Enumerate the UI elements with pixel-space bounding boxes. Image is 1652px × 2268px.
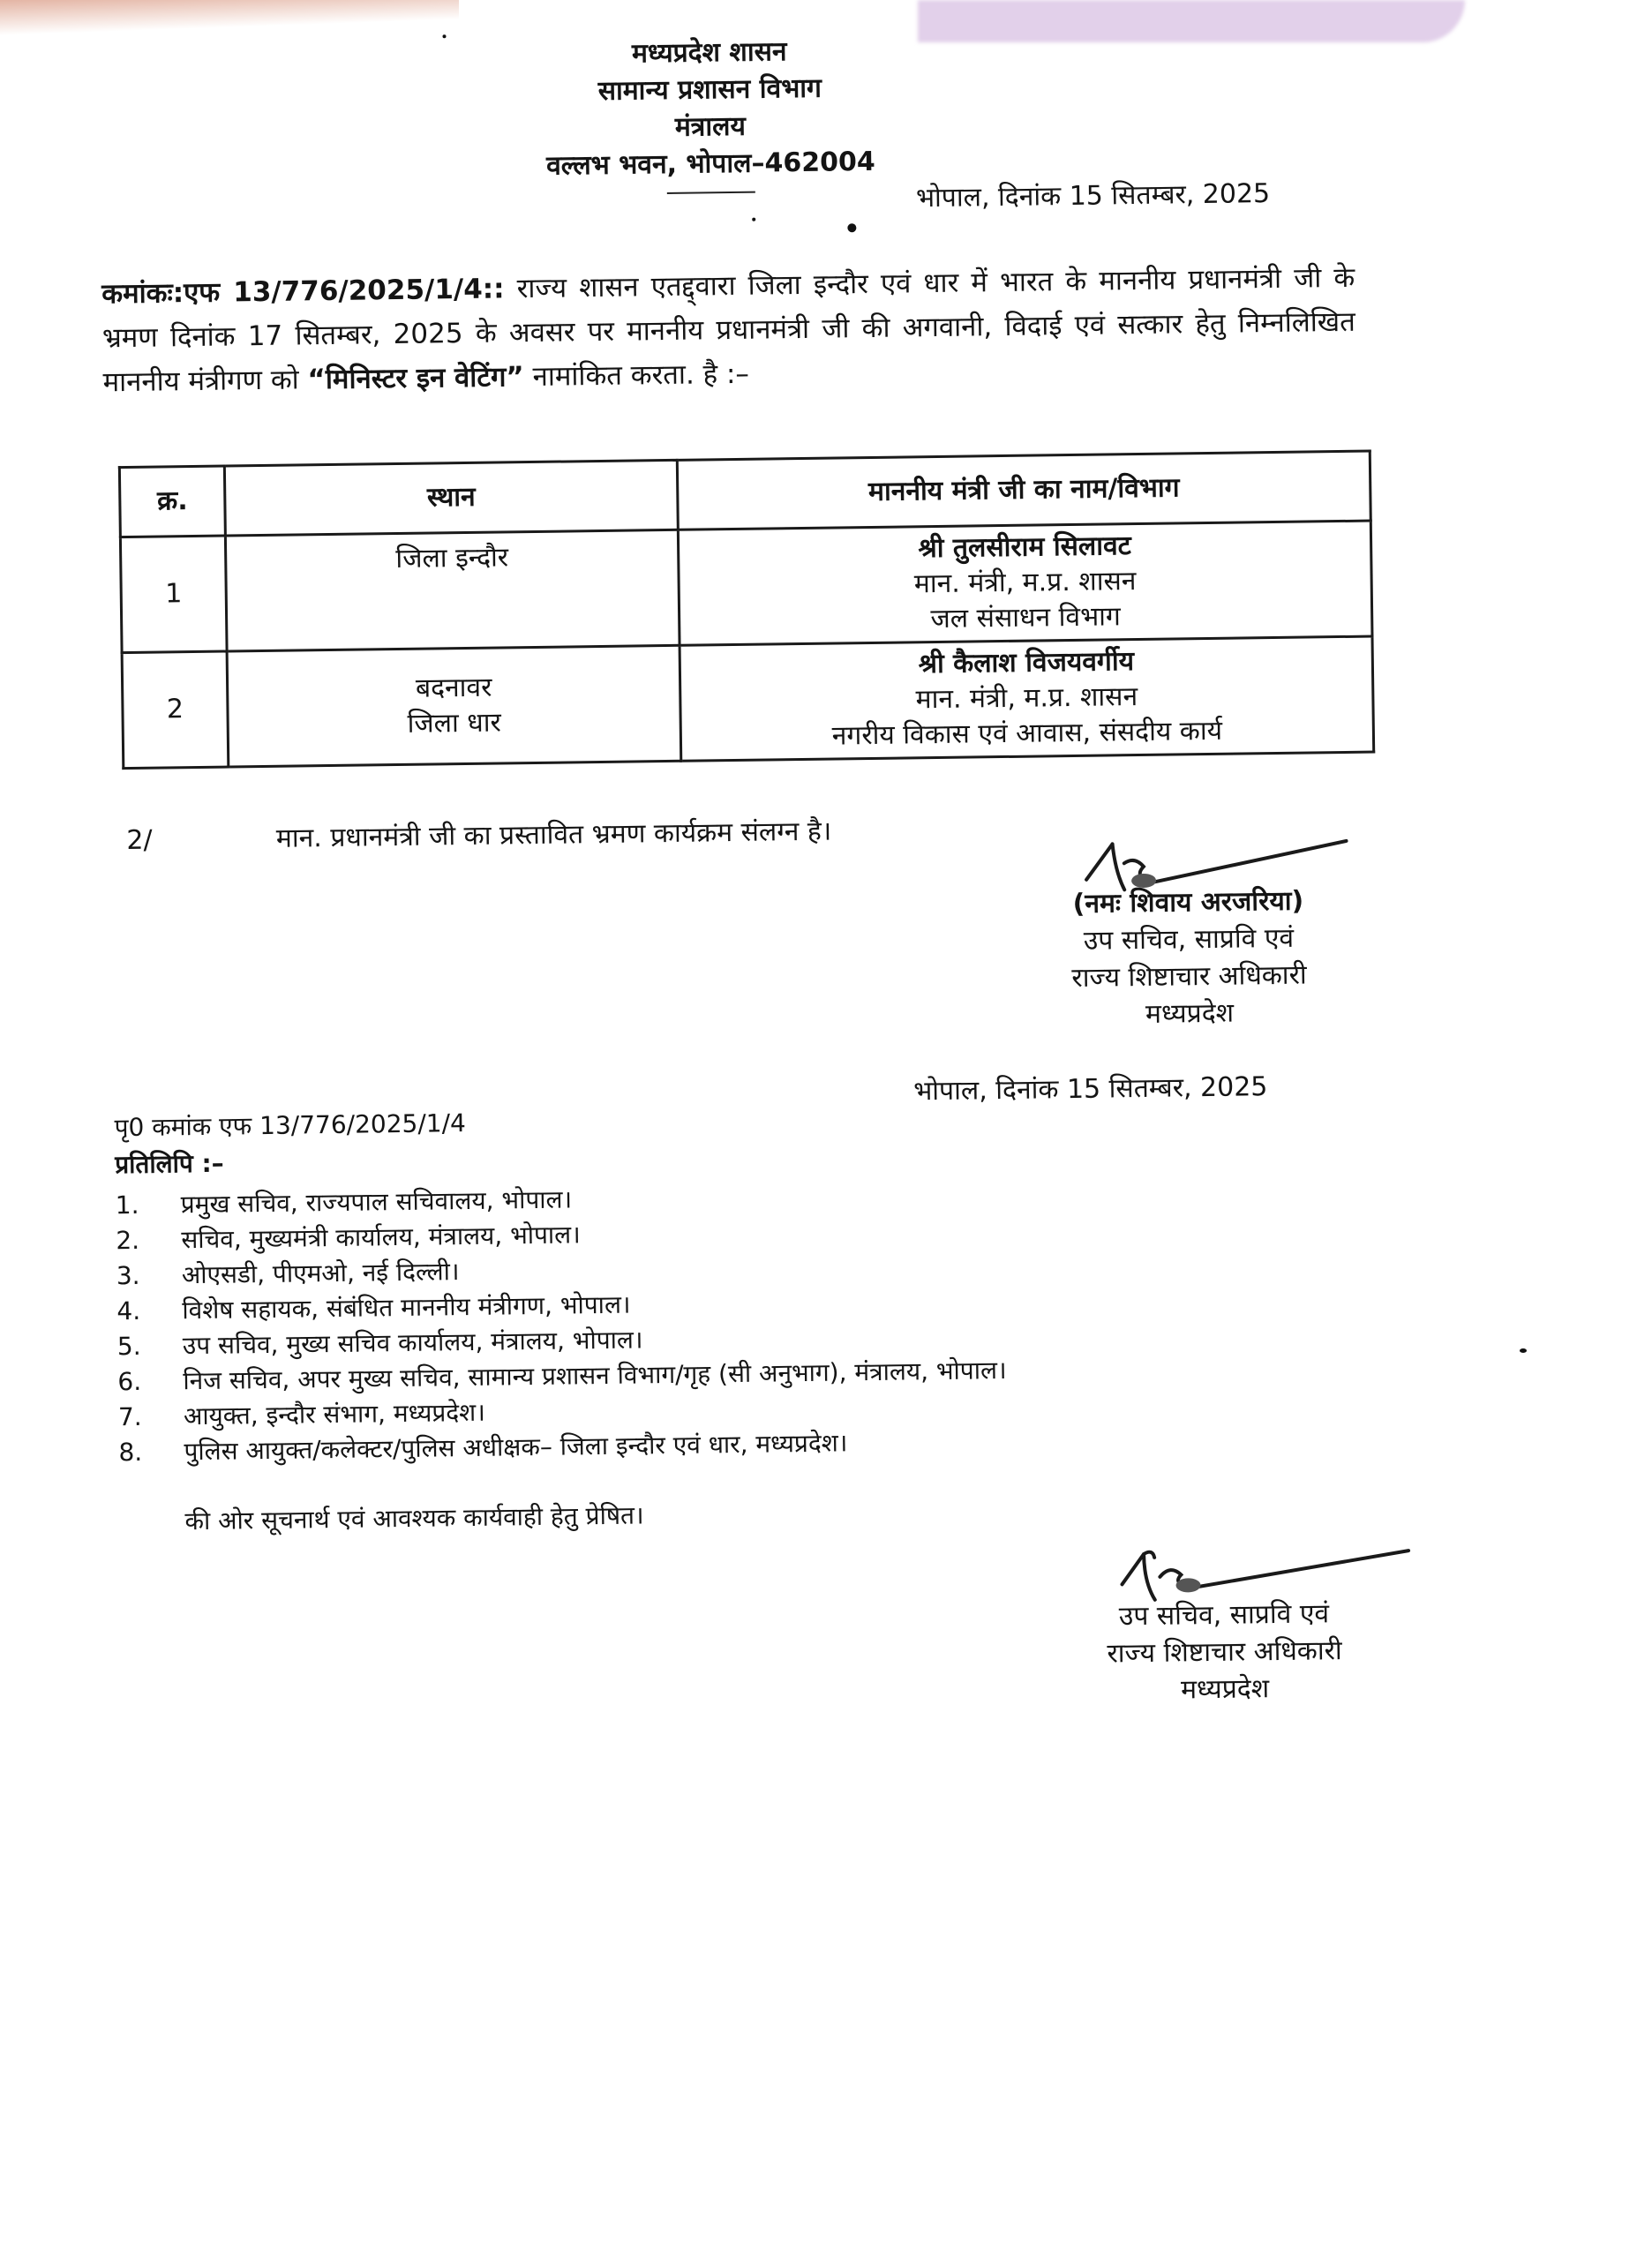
list-item-text: प्रमुख सचिव, राज्यपाल सचिवालय, भोपाल।	[180, 1184, 573, 1220]
list-item-text: ओएसडी, पीएमओ, नई दिल्ली।	[181, 1257, 460, 1290]
list-item-text: सचिव, मुख्यमंत्री कार्यालय, मंत्रालय, भोपाल।	[181, 1220, 581, 1255]
cell-place	[225, 529, 680, 651]
list-item-text: आयुक्त, इन्दौर संभाग, मध्यप्रदेश।	[183, 1397, 486, 1431]
header-place: स्थान	[224, 460, 678, 536]
place-line: बदनावर	[415, 672, 492, 704]
minister-name: श्री तुलसीराम सिलावट	[918, 530, 1132, 565]
cell-minister	[680, 636, 1374, 761]
cell-serial: 2	[122, 651, 229, 769]
minister-name: श्री कैलाश विजयवर्गीय	[918, 646, 1135, 680]
table-row	[120, 521, 1372, 653]
place-line: जिला इन्दौर	[395, 542, 509, 575]
minister-department: नगरीय विकास एवं आवास, संसदीय कार्य	[831, 715, 1223, 752]
copy-footer-note: की ओर सूचनार्थ एवं आवश्यक कार्यवाही हेतु प्रेषित।	[184, 1500, 644, 1536]
table-row	[122, 636, 1374, 769]
letterhead-address: वल्लभ भवन, भोपाल–462004	[545, 146, 875, 182]
scan-speck	[442, 34, 446, 38]
minister-in-waiting-designation: “मिनिस्टर इन वेटिंग”	[307, 361, 524, 396]
copy-reference-number: पृ0 कमांक एफ 13/776/2025/1/4	[114, 1108, 467, 1143]
list-item-text: निज सचिव, अपर मुख्य सचिव, सामान्य प्रशासन विभाग/गृह (सी अनुभाग), मंत्रालय, भोपाल।	[183, 1356, 1007, 1396]
point-two-number: 2/	[126, 824, 153, 857]
list-item-index: 3.	[116, 1260, 140, 1291]
list-item-index: 4.	[116, 1295, 141, 1326]
order-body-closing: नामांकित करता. है :–	[532, 357, 750, 393]
minister-title: मान. मंत्री, म.प्र. शासन	[913, 566, 1137, 600]
list-item-text: उप सचिव, मुख्य सचिव कार्यालय, मंत्रालय, भोपाल।	[182, 1325, 643, 1361]
order-date: भोपाल, दिनांक 15 सितम्बर, 2025	[915, 178, 1271, 214]
minister-title: मान. मंत्री, म.प्र. शासन	[915, 681, 1138, 716]
copy-recipient-list	[116, 1176, 1008, 1470]
list-item-text: पुलिस आयुक्त/कलेक्टर/पुलिस अधीक्षक– जिला इन्दौर एवं धार, मध्यप्रदेश।	[184, 1428, 848, 1467]
signatory-designation-line1: उप सचिव, साप्रवि एवं	[1118, 1598, 1330, 1633]
signatory-designation-line2: राज्य शिष्टाचार अधिकारी	[1071, 959, 1307, 995]
letterhead-department: सामान्य प्रशासन विभाग	[597, 72, 822, 107]
place-line: जिला धार	[407, 707, 501, 740]
letterhead-ministry: मंत्रालय	[674, 110, 747, 143]
point-two-text: मान. प्रधानमंत्री जी का प्रस्तावित भ्रमण कार्यक्रम संलग्न है।	[275, 815, 832, 854]
letterhead-government: मध्यप्रदेश शासन	[631, 36, 787, 70]
list-item-index: 8.	[118, 1437, 143, 1468]
signatory-one	[1011, 882, 1366, 1035]
cell-minister	[678, 521, 1372, 645]
order-paragraph	[101, 256, 1356, 405]
letterhead	[480, 32, 941, 186]
cell-serial: 1	[120, 536, 227, 653]
header-minister: माननीय मंत्री जी का नाम/विभाग	[677, 451, 1370, 529]
list-item-index: 1.	[115, 1190, 139, 1220]
ministers-table	[118, 450, 1375, 770]
list-item-text: विशेष सहायक, संबंधित माननीय मंत्रीगण, भोपाल।	[182, 1289, 631, 1326]
letterhead-divider	[667, 192, 755, 194]
signatory-designation-line2: राज्य शिष्टाचार अधिकारी	[1107, 1635, 1342, 1670]
list-item-index: 6.	[117, 1366, 142, 1397]
scan-speck	[752, 218, 755, 222]
signatory-designation-line3: मध्यप्रदेश	[1180, 1673, 1270, 1706]
order-body-text: राज्य शासन एतद्द्वारा जिला इन्दौर एवं धार में भारत के माननीय प्रधानमंत्री जी के भ्रमण दिनांक 17 सितम्बर, 2025 के अवसर पर माननीय प्रधानमंत्री जी की अगवानी, विदाई एवं सत्कार हेतु निम्नलिखित माननीय मंत्रीगण को	[101, 261, 1356, 399]
cell-place	[227, 645, 681, 767]
scan-speck	[847, 223, 856, 232]
signatory-designation-line1: उप सचिव, साप्रवि एवं	[1083, 922, 1295, 957]
order-reference-number: कमांकः:एफ 13/776/2025/1/4::	[101, 273, 505, 311]
list-item-index: 7.	[117, 1401, 142, 1432]
copy-date: भोपाल, दिनांक 15 सितम्बर, 2025	[912, 1071, 1268, 1108]
scan-speck	[1520, 1348, 1527, 1353]
list-item-index: 5.	[116, 1331, 141, 1362]
list-item-index: 2.	[116, 1225, 140, 1256]
minister-department: जल संसाधन विभाग	[930, 601, 1122, 635]
point-two	[126, 812, 831, 857]
signatory-two	[1039, 1595, 1411, 1710]
header-serial: क्र.	[119, 466, 225, 537]
signatory-name: (नमः शिवाय अरजरिया)	[1072, 885, 1304, 920]
copy-label: प्रतिलिपि :–	[114, 1148, 224, 1180]
signatory-designation-line3: मध्यप्रदेश	[1145, 997, 1235, 1030]
